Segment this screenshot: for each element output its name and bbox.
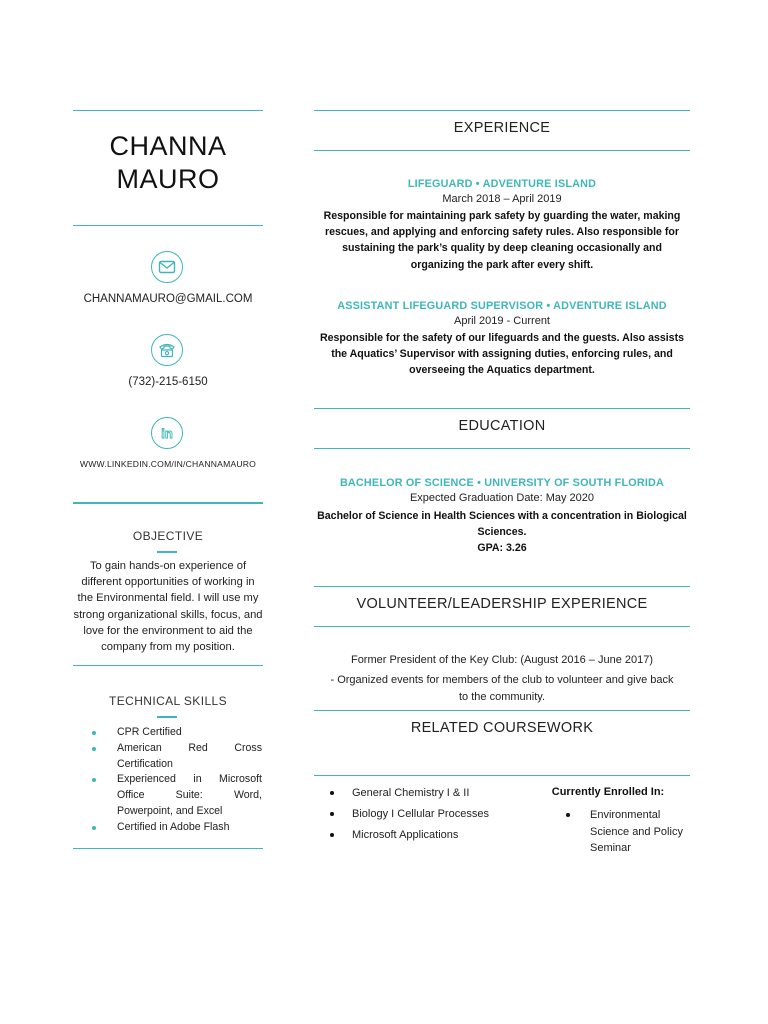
- email-text[interactable]: CHANNAMAURO@GMAIL.COM: [83, 293, 253, 305]
- skill-item: Certified in Adobe Flash: [92, 820, 262, 836]
- objective-text: To gain hands-on experience of different opportunities of working in the Environmental field. I will use my strong organizational skills, focus, and love for the environment to aid the company from my position.: [73, 560, 263, 654]
- volunteer-top-divider: [314, 586, 690, 587]
- job-description-2: Responsible for the safety of our lifeguards and the guests. Also assists the Aquatics’ Supervisor with assigning duties, enforcing rules, and overseeing the Aquatics department.: [320, 332, 684, 377]
- skills-accent-rule: [157, 716, 177, 718]
- volunteer-title: VOLUNTEER/LEADERSHIP EXPERIENCE: [356, 596, 648, 612]
- enrolled-course-item: Environmental Science and Policy Seminar: [566, 807, 696, 857]
- gpa: GPA: 3.26: [477, 542, 527, 554]
- job-title-2: ASSISTANT LIFEGUARD SUPERVISOR • ADVENTURE ISLAND: [337, 300, 667, 312]
- technical-skills-title: TECHNICAL SKILLS: [109, 694, 227, 708]
- volunteer-line-2: - Organized events for members of the club to volunteer and give back to the community.: [330, 674, 674, 703]
- top-divider-left: [73, 110, 263, 111]
- job-dates-2: April 2019 - Current: [454, 315, 550, 327]
- course-item: General Chemistry I & II: [328, 783, 528, 804]
- skill-item: Experienced in Microsoft Office Suite: Word, Powerpoint, and Excel: [92, 772, 262, 819]
- skills-list: [92, 725, 262, 836]
- candidate-name: [73, 130, 263, 196]
- experience-title: EXPERIENCE: [453, 120, 551, 136]
- course-item: Microsoft Applications: [328, 825, 528, 846]
- skill-item: CPR Certified: [92, 725, 262, 741]
- top-divider-right: [314, 110, 690, 111]
- phone-text[interactable]: (732)-215-6150: [128, 376, 208, 388]
- skills-divider: [73, 848, 263, 849]
- objective-accent-rule: [157, 551, 177, 553]
- volunteer-line-1: Former President of the Key Club: (August 2016 – June 2017): [350, 654, 654, 666]
- contact-divider: [73, 502, 263, 504]
- degree-description: Bachelor of Science in Health Sciences with a concentration in Biological Sciences.: [317, 510, 687, 539]
- coursework-top-divider: [314, 710, 690, 711]
- graduation-date: Expected Graduation Date: May 2020: [409, 492, 595, 504]
- objective-divider: [73, 665, 263, 666]
- linkedin-url[interactable]: WWW.LINKEDIN.COM/IN/CHANNAMAURO: [79, 459, 257, 469]
- education-top-divider: [314, 408, 690, 409]
- education-divider: [314, 448, 690, 449]
- skill-item: American Red Cross Certification: [92, 741, 262, 773]
- volunteer-divider: [314, 626, 690, 627]
- enrolled-courses-list: [566, 807, 696, 857]
- enrolled-title: Currently Enrolled In:: [551, 786, 665, 798]
- job-description-1: Responsible for maintaining park safety by guarding the water, making rescues, and applying and enforcing safety rules. Also responsible for sustaining the park’s quality by deep cleaning occasionally and organizing the park after every shift.: [323, 210, 681, 271]
- job-title-1: LIFEGUARD • ADVENTURE ISLAND: [407, 178, 597, 190]
- linkedin-icon: [151, 417, 183, 449]
- course-item: Biology I Cellular Processes: [328, 804, 528, 825]
- name-divider: [73, 225, 263, 226]
- envelope-icon: [151, 251, 183, 283]
- experience-divider: [314, 150, 690, 151]
- coursework-title: RELATED COURSEWORK: [410, 720, 594, 736]
- job-dates-1: March 2018 – April 2019: [442, 193, 562, 205]
- coursework-divider: [314, 775, 690, 776]
- completed-courses-list: [328, 783, 528, 846]
- telephone-icon: [151, 334, 183, 366]
- name-last: MAURO: [116, 164, 220, 194]
- name-first: CHANNA: [109, 131, 227, 161]
- objective-title: OBJECTIVE: [132, 529, 204, 543]
- svg-text:in: in: [161, 426, 173, 441]
- degree-title: BACHELOR OF SCIENCE • UNIVERSITY OF SOUTH FLORIDA: [339, 477, 665, 489]
- education-title: EDUCATION: [458, 418, 546, 434]
